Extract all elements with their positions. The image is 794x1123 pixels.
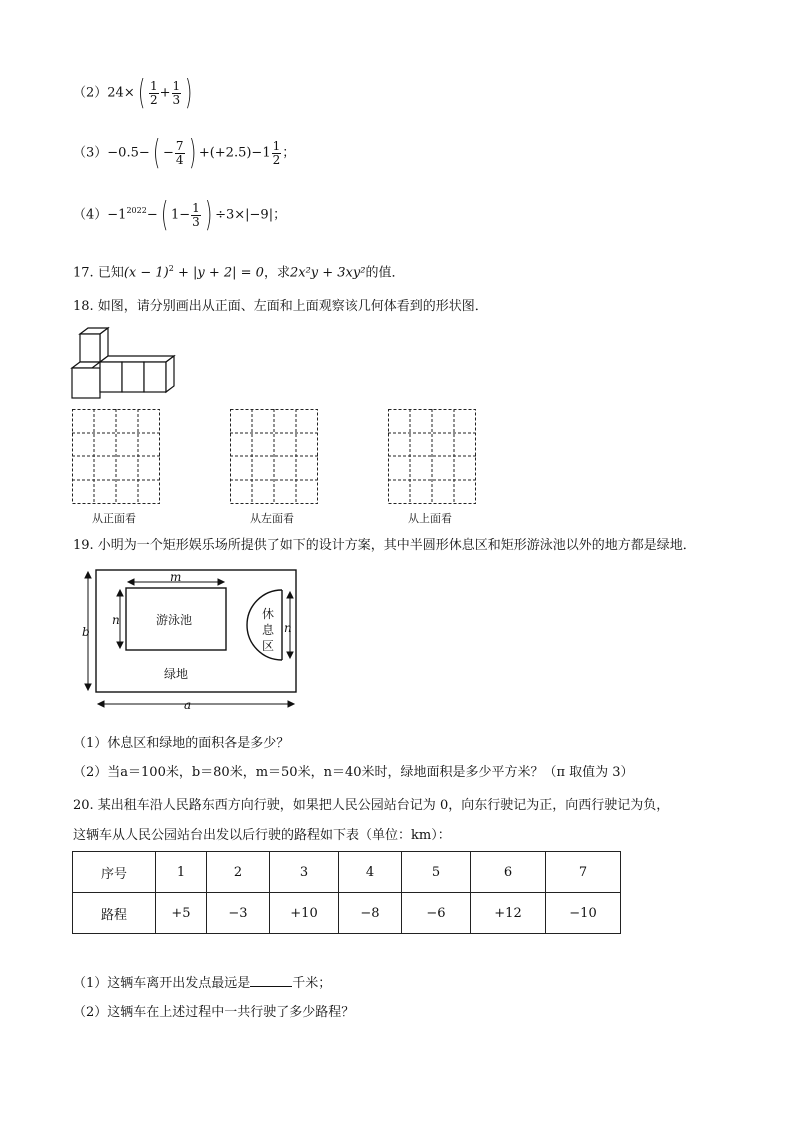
table-header-cell: 3 (270, 852, 339, 893)
table-cell: +5 (156, 893, 207, 934)
table-header-cell: 2 (207, 852, 270, 893)
question-18: 18. 如图，请分别画出从正面、左面和上面观察该几何体看到的形状图． (73, 299, 488, 314)
question-17: 17. 已知$(x - 1)^2 + |y + 2| = 0$，求2x²y + 3xy²的值． (73, 264, 405, 281)
table-header-cell: 5 (402, 852, 471, 893)
table-cell: +10 (270, 893, 339, 934)
expr-lead: 24× (107, 85, 135, 101)
table-header-cell: 7 (546, 852, 621, 893)
label-rest-2: 息 (262, 623, 275, 637)
label-m: m (170, 570, 182, 584)
playground-diagram (76, 566, 306, 714)
label-rest-1: 休 (262, 607, 275, 621)
table-header-cell: 序号 (73, 852, 156, 893)
caption-front: 从正面看 (92, 512, 136, 525)
label-green: 绿地 (164, 667, 189, 681)
q20-line2: 这辆车从人民公园站台出发以后行驶的路程如下表（单位：km）： (73, 828, 451, 843)
q20-sub1: （1）这辆车离开出发点最远是 千米； (73, 976, 332, 991)
table-cell: −3 (207, 893, 270, 934)
table-header-cell: 6 (471, 852, 546, 893)
table-row (73, 852, 621, 893)
label-n-pool: n (112, 613, 120, 627)
grid-left-view[interactable] (230, 409, 318, 504)
q16-part2: （2）24×( $\frac{1}{2}$ + $\frac{1}{3}$ ) (73, 73, 193, 113)
table-cell: −6 (402, 893, 471, 934)
fraction: $\frac{1}{2}$ (272, 138, 281, 167)
caption-left: 从左面看 (250, 512, 294, 525)
part-label: （3） (73, 145, 108, 161)
fraction: $\frac{1}{3}$ (172, 78, 181, 107)
trip-table (72, 851, 621, 934)
label-rest-3: 区 (262, 639, 275, 653)
grid-top-view[interactable] (388, 409, 476, 504)
table-row (73, 893, 621, 934)
table-cell: 路程 (73, 893, 156, 934)
label-a: a (184, 698, 192, 712)
caption-top: 从上面看 (408, 512, 452, 525)
part-label: （4） (73, 207, 108, 223)
q19-sub1: （1）休息区和绿地的面积各是多少？ (73, 736, 290, 751)
label-pool: 游泳池 (156, 613, 193, 627)
q16-part4: $(4)-1^{2022}-$( 1− $\frac{1}{3}$ ) ÷3×|−9|； (73, 195, 287, 235)
cube-solid-figure (70, 326, 182, 400)
q20-line1: 20. 某出租车沿人民路东西方向行驶，如果把人民公园站台记为 0，向东行驶记为正，向西行驶记为负， (73, 798, 670, 813)
q19-sub2: （2）当a＝100米，b＝80米，m＝50米，n＝40米时，绿地面积是多少平方米？（π 取值为 3） (73, 765, 634, 780)
table-cell: +12 (471, 893, 546, 934)
fraction: $\frac{1}{2}$ (149, 78, 158, 107)
answer-blank[interactable] (250, 974, 292, 987)
part-label: （2） (73, 85, 108, 101)
table-header-cell: 4 (339, 852, 402, 893)
label-n-rest: n (284, 621, 292, 635)
fraction: $\frac{1}{3}$ (192, 200, 200, 229)
fraction: $\frac{7}{4}$ (175, 138, 184, 167)
label-b: b (82, 625, 90, 639)
grid-front-view[interactable] (72, 409, 160, 504)
table-cell: −10 (546, 893, 621, 934)
q20-sub2: （2）这辆车在上述过程中一共行驶了多少路程？ (73, 1005, 355, 1020)
q16-part3: （3）−0.5−( − $\frac{7}{4}$ ) +(+2.5)−1 $\frac{1}{2}$ ； (73, 133, 296, 173)
question-19: 19. 小明为一个矩形娱乐场所提供了如下的设计方案，其中半圆形休息区和矩形游泳池以外的地方都是绿地． (73, 538, 696, 553)
table-cell: −8 (339, 893, 402, 934)
table-header-cell: 1 (156, 852, 207, 893)
